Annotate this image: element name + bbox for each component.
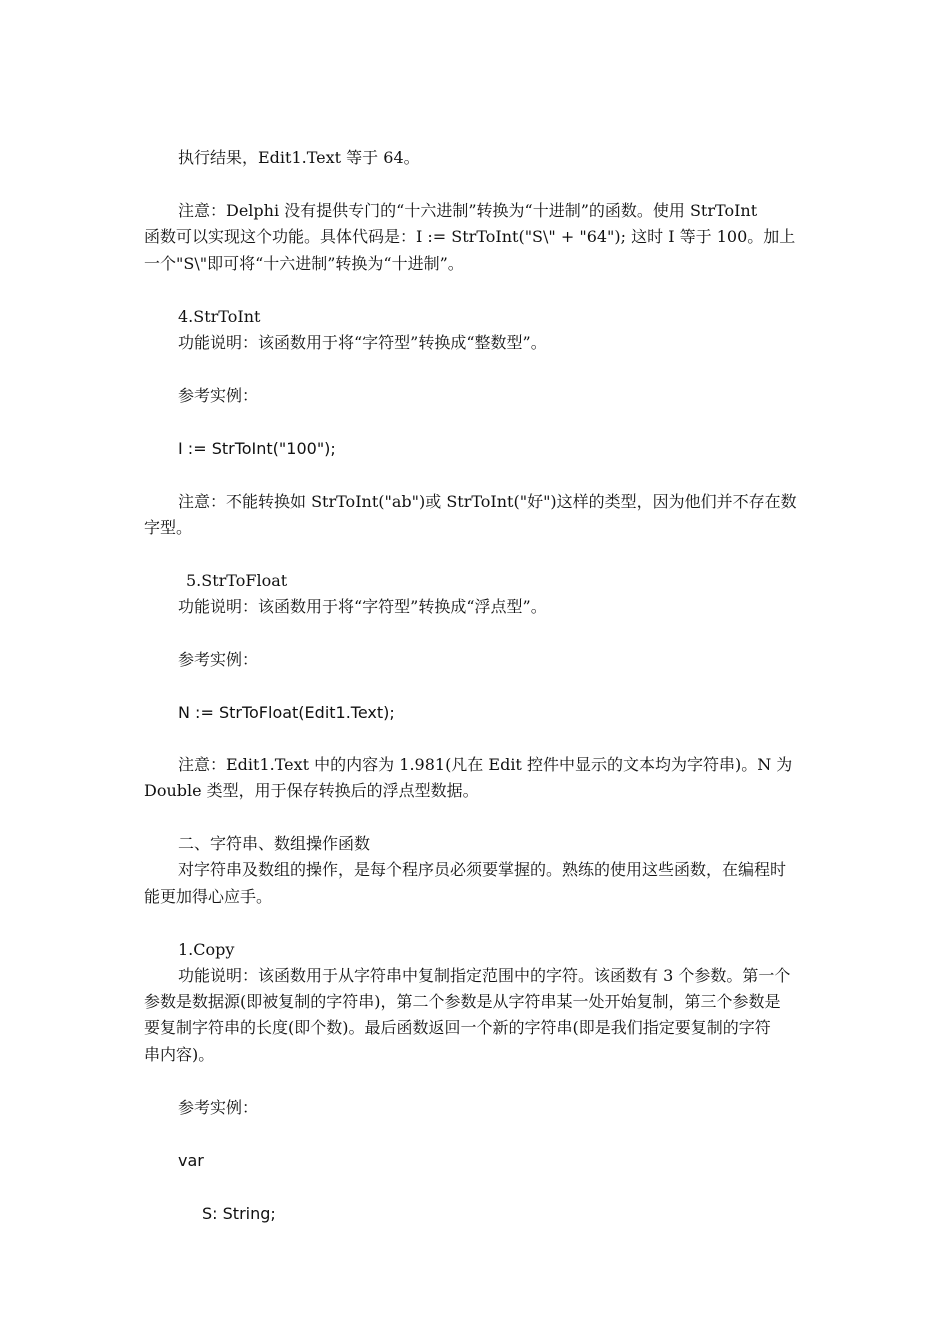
note-strtoint-line2: 字型。 bbox=[144, 518, 193, 537]
code-example-strtofloat: N := StrToFloat(Edit1.Text); bbox=[178, 703, 395, 722]
paragraph-note-hex-line1: 注意：Delphi 没有提供专门的“十六进制”转换为“十进制”的函数。使用 StrToInt bbox=[178, 201, 758, 220]
section-heading-strtoint: 4.StrToInt bbox=[178, 307, 261, 326]
section-description-copy-line4: 串内容)。 bbox=[144, 1045, 215, 1064]
reference-example-label-copy: 参考实例： bbox=[178, 1098, 259, 1117]
paragraph-note-hex-line3: 一个"S\"即可将“十六进制”转换为“十进制”。 bbox=[144, 254, 464, 273]
part-intro-line1: 对字符串及数组的操作，是每个程序员必须要掌握的。熟练的使用这些函数，在编程时 bbox=[178, 860, 787, 879]
code-example-copy-var: var bbox=[178, 1151, 204, 1170]
part-intro-line2: 能更加得心应手。 bbox=[144, 887, 273, 906]
paragraph-note-hex-line2: 函数可以实现这个功能。具体代码是：I := StrToInt("S\" + "64"); 这时 I 等于 100。加上 bbox=[144, 227, 796, 246]
note-strtoint-line1: 注意：不能转换如 StrToInt("ab")或 StrToInt("好")这样的类型，因为他们并不存在数 bbox=[178, 492, 797, 511]
reference-example-label-strtofloat: 参考实例： bbox=[178, 650, 259, 669]
section-description-copy-line2: 参数是数据源(即被复制的字符串)，第二个参数是从字符串某一处开始复制，第三个参数是 bbox=[144, 992, 781, 1011]
section-description-copy-line1: 功能说明：该函数用于从字符串中复制指定范围中的字符。该函数有 3 个参数。第一个 bbox=[178, 966, 791, 985]
paragraph-result: 执行结果，Edit1.Text 等于 64。 bbox=[178, 148, 420, 167]
section-heading-copy: 1.Copy bbox=[178, 940, 235, 959]
section-description-strtoint: 功能说明：该函数用于将“字符型”转换成“整数型”。 bbox=[178, 333, 547, 352]
part-heading-string-array-functions: 二、字符串、数组操作函数 bbox=[178, 834, 371, 853]
note-strtofloat-line1: 注意：Edit1.Text 中的内容为 1.981(凡在 Edit 控件中显示的文本均为字符串)。N 为 bbox=[178, 755, 793, 774]
section-description-strtofloat: 功能说明：该函数用于将“字符型”转换成“浮点型”。 bbox=[178, 597, 547, 616]
section-heading-strtofloat: 5.StrToFloat bbox=[186, 571, 288, 590]
code-example-copy-declaration: S: String; bbox=[202, 1204, 276, 1223]
section-description-copy-line3: 要复制字符串的长度(即个数)。最后函数返回一个新的字符串(即是我们指定要复制的字符 bbox=[144, 1018, 771, 1037]
note-strtofloat-line2: Double 类型，用于保存转换后的浮点型数据。 bbox=[144, 781, 479, 800]
reference-example-label-strtoint: 参考实例： bbox=[178, 386, 259, 405]
code-example-strtoint: I := StrToInt("100"); bbox=[178, 439, 336, 458]
